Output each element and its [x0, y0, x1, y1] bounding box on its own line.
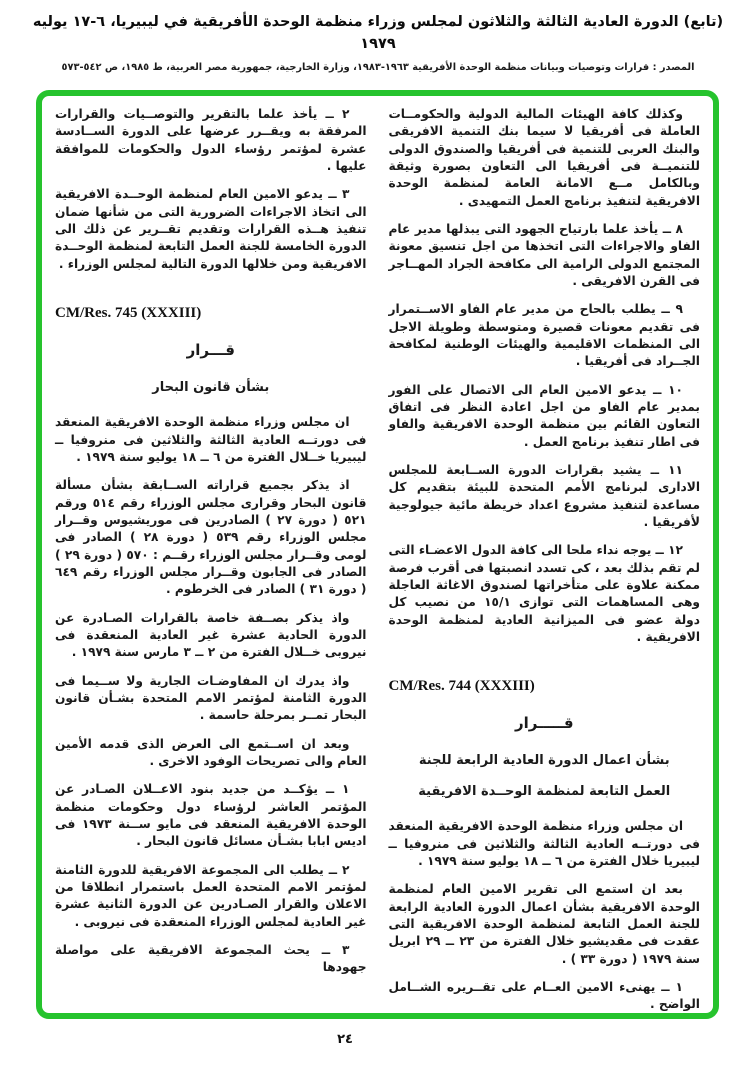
- header-source: المصدر : قرارات وتوصيات وبيانات منظمة الوحدة الأفريقية ١٩٦٣-١٩٨٣، وزارة الخارجية، جمهورية مصر العربية، ط ١٩٨٥، ص ٥٤٢-٥٧٣: [61, 61, 695, 73]
- paragraph-recall: واذ يذكر بصــفة خاصة بالقرارات الصـادرة عن الدورة الحادية عشرة غير العادية المنعقدة فى نيروبى خــلال الفترة من ٢ ــ ٣ مارس سنة ١٩٧٩ .: [55, 610, 367, 660]
- paragraph-item-3-partial: ٣ ــ يحث المجموعة الافريقية على مواصلة جهودها: [55, 942, 367, 975]
- paragraph-preamble: ان مجلس وزراء منظمة الوحدة الافريقية المنعقد فى دورتــه العادية الثالثة والثلاثين فى منروفيا ــ ليبيريا خلال الفترة من ٦ ــ ١٨ يوليو سنة ١٩٧٩ .: [388, 819, 700, 869]
- paragraph-item-2: ٢ ــ يأخذ علما بالتقرير والتوصــيات والقرارات المرفقة به ويقــرر عرضها على الدورة الســادسة عشرة لمؤتمر رؤساء الدول والحكومات للموافقة عليها .: [55, 107, 367, 173]
- paragraph-aware: واذ يدرك ان المفاوضـات الجارية ولا ســيما فى الدورة الثامنة لمؤتمر الامم المتحدة بشـأن قانون البحار تمــر بمرحلة حاسمة .: [55, 673, 367, 723]
- paragraph-item-1: ١ ــ يهنىء الامين العــام على تقــريره الشــامل الواضح .: [388, 980, 700, 1012]
- right-column: [388, 106, 701, 1012]
- paragraph-item-3: ٣ ــ يدعو الامين العام لمنظمة الوحــدة الافريقية الى اتخاذ الاجراءات الضرورية التى من شأنها ضمان تنفيذ هــذه القرارات وتقديم تقــرير عن ذلك الى الدورة الخامسة للجنة العمل التابعة لمنظمة الوحــدة الافريقية ومن خلالها الدورة التالية لمجلس الوزراء .: [55, 187, 367, 271]
- resolution-code-744: CM/Res. 744 (XXXIII): [388, 678, 535, 695]
- paragraph-recall: اذ يذكر بجميع قراراته الســابقة بشأن مسألة قانون البحار وقرارى مجلس الوزراء رقم ٥١٤ ورقم ٥٢١ ( دورة ٢٧ ) الصادرين فى موريشيوس وقــرار مجلس الوزراء رقم ٥٣٩ ( دورة ٢٨ ) الصادر فى لومى وقــرار مجلس الوزراء رقــم : ٥٧٠ ( دورة ٢٩ ) الصادر فى الجابون وقــرار مجلس الوزراء رقم ٦٤٩ ( دورة ٣١ ) الصادر فى الخرطوم .: [55, 478, 367, 597]
- paragraph-item-2: ٢ ــ يطلب الى المجموعة الافريقية للدورة الثامنة لمؤتمر الامم المتحدة العمل باستمرار انطلاقا من الاعلان والقرار الصـادرين عن الدورة الثانية عشرة غير العادية لمجلس الوزراء المنعقدة فى نيروبى .: [55, 862, 367, 929]
- paragraph-item-12: ١٢ ــ يوجه نداء ملحا الى كافة الدول الاعضـاء التى لم تقم بذلك بعد ، كى تسدد انصبتها فى أقرب فرصة ممكنة علاوة على متأخراتها لصندوق الاغاثة العاجلة وهى المساهمات التى توازى ١٥/١ من نصيب كل دولة عضو فى الميزانية العادية لمنظمة الوحدة الافريقية .: [388, 543, 700, 644]
- paragraph-item-11: ١١ ــ يشيد بقرارات الدورة الســابعة للمجلس الادارى لبرنامج الأمم المتحدة للبيئة بتقديم كل مساعدة لتنفيذ مشروع اعداد خريطة مائية جيولوجية لأفريقيا .: [388, 462, 700, 529]
- paragraph-item-10: ١٠ ــ يدعو الامين العام الى الاتصال على الفور بمدير عام الفاو من اجل اعادة النظر فى اتفاق التعاون القائم بين منظمة الوحدة الافريقية والفاو فى اطار تنفيذ برنامج العمل .: [388, 382, 700, 449]
- content-frame: [36, 90, 719, 1019]
- page-number: ٢٤: [337, 1032, 353, 1047]
- paragraph-item-1: ١ ــ يؤكــد من جديد بنود الاعــلان الصـادر عن المؤتمر العاشر لرؤساء دول وحكومات منظمة الوحدة الافريقية المنعقد فى مايو ســنة ١٩٧٣ فى اديس ابابا بشـأن مسائل قانون البحار .: [55, 782, 367, 849]
- paragraph-preamble: ان مجلس وزراء منظمة الوحدة الافريقية المنعقد فى دورتــه العادية الثالثة والثلاثين فى منروفيا ــ ليبيريا خــلال الفترة من ٦ ــ ١٨ يوليو سنة ١٩٧٩ .: [55, 415, 367, 464]
- paragraph-item-8: ٨ ــ يأخذ علما بارتياح الجهود التى يبذلها مدير عام الفاو والاجراءات التى اتخذها من اجل تنسيق معونة المجتمع الدولى الرامية الى مكافحة الجراد المهــاجر فى القرن الافريقى .: [388, 221, 700, 288]
- resolution-subtitle-line2: العمل التابعة لمنظمة الوحــدة الافريقية: [418, 783, 671, 799]
- paragraph-preamble: بعد ان استمع الى تقرير الامين العام لمنظمة الوحدة الافريقية بشأن اعمال الدورة العادية الرابعة للجنة العمل التابعة لمنظمة الوحدة الافريقية التى عقدت فى مقديشيو خلال الفترة من ٢٣ ــ ٢٩ ابريل سنة ١٩٧٩ ( دورة ٣٣ ) .: [388, 882, 700, 966]
- resolution-subtitle-line1: بشأن اعمال الدورة العادية الرابعة للجنة: [418, 752, 670, 768]
- resolution-heading: قـــرار: [186, 341, 235, 360]
- resolution-code-745: CM/Res. 745 (XXXIII): [55, 304, 202, 321]
- two-column-layout: [55, 106, 700, 1012]
- left-column: [55, 106, 367, 1005]
- resolution-heading: قـــــرار: [514, 714, 574, 733]
- resolution-subtitle: بشأن قانون البحار: [152, 379, 270, 395]
- page-header: [28, 12, 728, 74]
- header-title: (تابع) الدورة العادية الثالثة والثلاثون لمجلس وزراء منظمة الوحدة الأفريقية في ليبيريا، ٦-١٧ يوليه ١٩٧٩: [32, 14, 724, 52]
- paragraph-item-9: ٩ ــ يطلب بالحاح من مدير عام الفاو الاســتمرار فى تقديم معونات قصيرة ومتوسطة وطويلة الاجل الى المنظمات الاقليمية والهيئات الوطنية لمكافحة الجــراد فى أفريقيا .: [388, 302, 700, 369]
- paragraph: وكذلك كافة الهيئات المالية الدولية والحكومــات العاملة فى أفريقيا لا سيما بنك التنمية الافريقى والبنك العربى للتنمية فى أفريقيا والصندوق الدولى للتنميــة فى أفريقيا الى التعاون بصورة وثيقة وبالكامل مــع الامانة العامة لمنظمة الوحدة الافريقية لتنفيذ برنامج العمل التمهيدى .: [388, 107, 700, 208]
- paragraph-heard: وبعد ان اســتمع الى العرض الذى قدمه الأمين العام والى تصريحات الوفود الاخرى .: [55, 736, 367, 768]
